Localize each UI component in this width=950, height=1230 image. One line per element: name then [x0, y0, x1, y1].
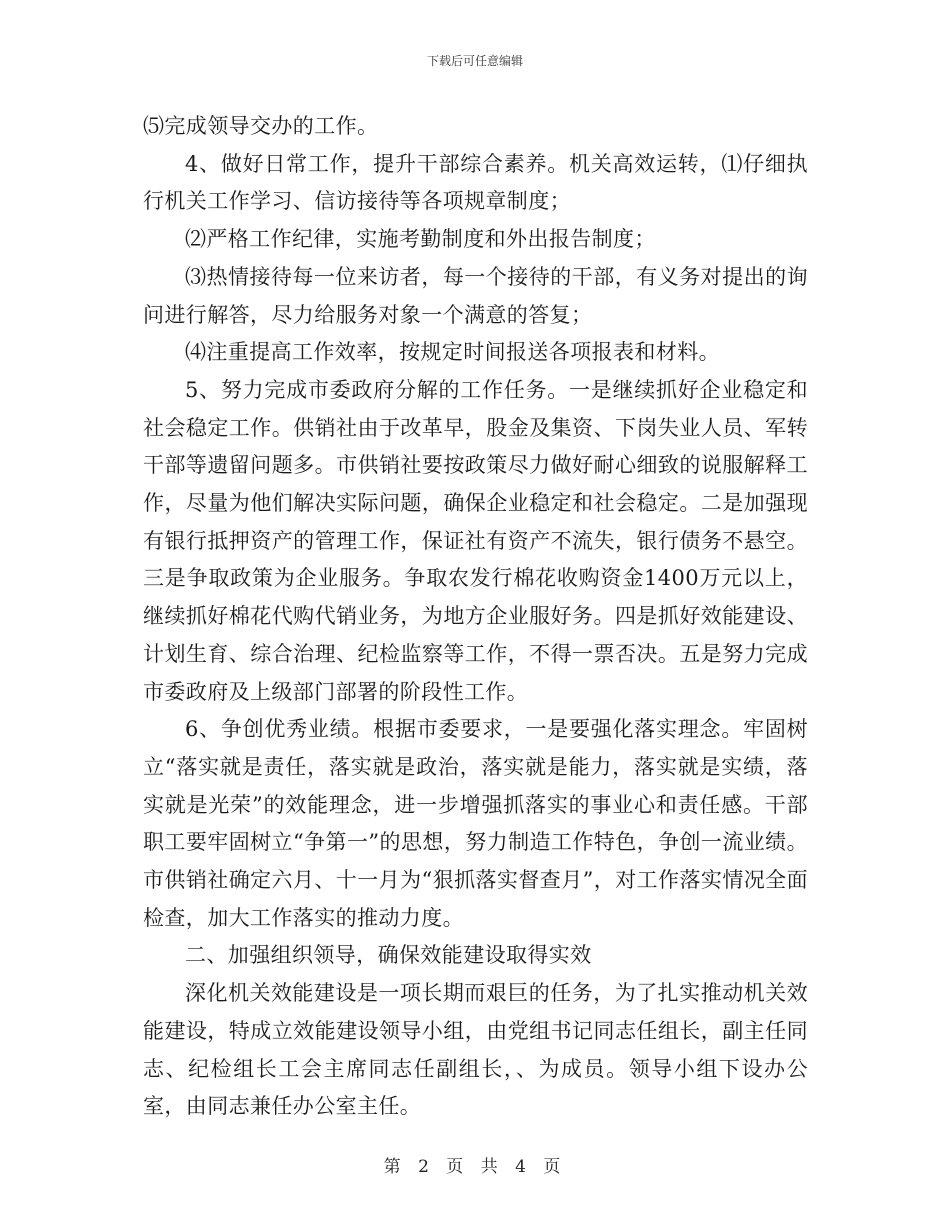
paragraph: 深化机关效能建设是一项长期而艰巨的任务，为了扎实推动机关效能建设，特成立效能建设领导小组，由党组书记同志任组长，副主任同志、纪检组长工会主席同志任副组长，、为成员。领导小组下设办公室，由同志兼任办公室主任。 — [143, 981, 808, 1119]
section-heading: 二、加强组织领导，确保效能建设取得实效 — [185, 943, 592, 968]
paragraph: 4、做好日常工作，提升干部综合素养。机关高效运转，⑴仔细执行机关工作学习、信访接待等各项规章制度； — [143, 151, 808, 214]
paragraph: 5、努力完成市委政府分解的工作任务。一是继续抓好企业稳定和社会稳定工作。供销社由于改革早，股金及集资、下岗失业人员、军转干部等遗留问题多。市供销社要按政策尽力做好耐心细致的说服解释工作，尽量为他们解决实际问题，确保企业稳定和社会稳定。二是加强现有银行抵押资产的管理工作，保证社有资产不流失，银行债务不悬空。三是争取政策为企业服务。争取农发行棉花收购资金1400万元以上，继续抓好棉花代购代销业务，为地方企业服好务。四是抓好效能建设、计划生育、综合治理、纪检监察等工作，不得一票否决。五是努力完成市委政府及上级部门部署的阶段性工作。 — [143, 377, 808, 704]
page-number-footer: 第 2 页 共 4 页 — [383, 1157, 567, 1177]
paragraph: ⑵严格工作纪律，实施考勤制度和外出报告制度； — [185, 227, 656, 252]
document-body — [143, 108, 808, 1126]
paragraph: ⑷注重提高工作效率，按规定时间报送各项报表和材料。 — [185, 340, 720, 365]
paragraph: ⑸完成领导交办的工作。 — [143, 114, 379, 138]
page-header: 下载后可任意编辑 — [426, 54, 523, 68]
paragraph: 6、争创优秀业绩。根据市委要求，一是要强化落实理念。牢固树立“落实就是责任，落实就是政治，落实就是能力，落实就是实绩，落实就是光荣”的效能理念，进一步增强抓落实的事业心和责任感。干部职工要牢固树立“争第一”的思想，努力制造工作特色，争创一流业绩。市供销社确定六月、十一月为“狠抓落实督查月”，对工作落实情况全面检查，加大工作落实的推动力度。 — [143, 717, 808, 930]
paragraph: ⑶热情接待每一位来访者，每一个接待的干部，有义务对提出的询问进行解答，尽力给服务对象一个满意的答复； — [143, 264, 808, 327]
